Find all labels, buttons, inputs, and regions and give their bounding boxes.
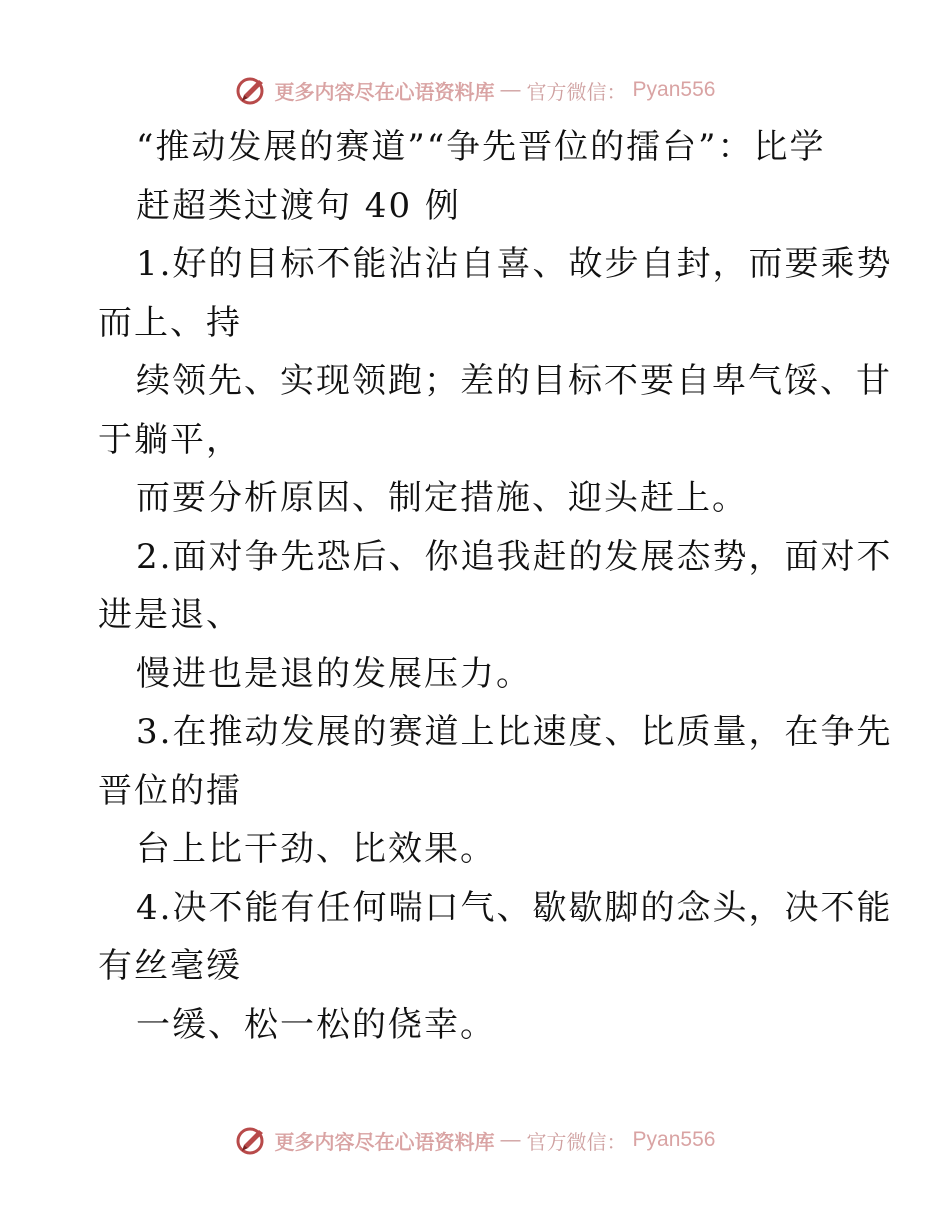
document-line: 续领先、实现领跑；差的目标不要自卑气馁、甘 xyxy=(136,361,892,401)
document-line: 1.好的目标不能沾沾自喜、故步自封，而要乘势 xyxy=(136,244,893,284)
document-body xyxy=(98,118,893,1054)
pen-logo-icon xyxy=(235,73,269,107)
document-line: 于躺平， xyxy=(98,419,242,460)
footer-banner xyxy=(0,1120,950,1160)
document-line: 慢进也是退的发展压力。 xyxy=(136,653,532,694)
document-line: 台上比干劲、比效果。 xyxy=(136,829,496,869)
document-title-line-2: 赶超类过渡句 40 例 xyxy=(136,185,461,226)
document-line: 有丝毫缓 xyxy=(98,946,242,986)
banner-site-text: 更多内容尽在心语资料库 xyxy=(274,79,495,104)
document-line: 一缓、松一松的侥幸。 xyxy=(136,1004,496,1045)
banner-wechat-label: 官方微信： xyxy=(526,1129,627,1154)
banner-wechat-id: Pyan556 xyxy=(632,78,716,101)
document-title-line-1: “推动发展的赛道”“争先晋位的擂台”：比学 xyxy=(136,127,826,167)
document-line: 3.在推动发展的赛道上比速度、比质量，在争先 xyxy=(136,712,893,752)
document-line: 晋位的擂 xyxy=(98,770,242,811)
document-line: 而要分析原因、制定措施、迎头赶上。 xyxy=(136,478,748,518)
document-line: 2.面对争先恐后、你追我赶的发展态势，面对不 xyxy=(136,536,893,577)
header-banner xyxy=(0,70,950,110)
pen-logo-icon xyxy=(235,1123,269,1157)
banner-wechat-label: 官方微信： xyxy=(526,79,627,104)
document-lines xyxy=(98,235,893,1054)
document-line: 而上、持 xyxy=(98,302,242,343)
banner-site-text: 更多内容尽在心语资料库 xyxy=(274,1129,495,1154)
document-line: 4.决不能有任何喘口气、歇歇脚的念头，决不能 xyxy=(136,887,893,928)
banner-dash: — xyxy=(500,78,521,101)
banner-dash: — xyxy=(500,1128,521,1151)
document-line: 进是退、 xyxy=(98,595,242,635)
banner-wechat-id: Pyan556 xyxy=(632,1128,716,1151)
